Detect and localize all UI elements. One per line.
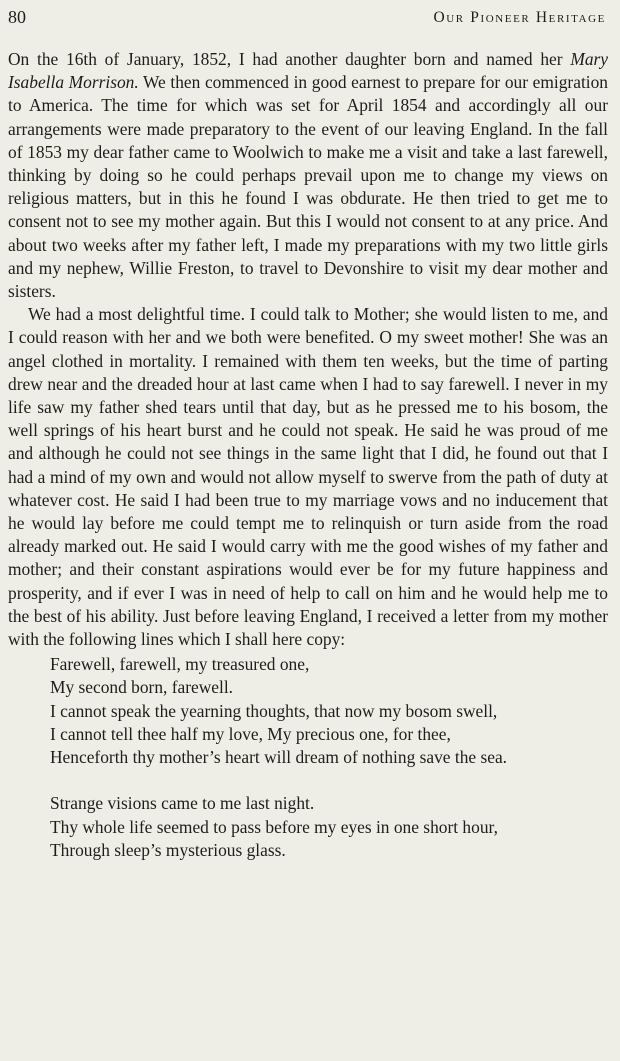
poem-line: Thy whole life seemed to pass before my eyes in one short hour, (50, 816, 498, 837)
poem-line: Strange visions came to me last night. (50, 793, 315, 814)
paragraph-1 (8, 48, 608, 303)
poem-line: I cannot tell thee half my love, My precious one, for thee, (50, 723, 451, 744)
stanza-break (8, 769, 608, 792)
body-text (8, 48, 608, 862)
poem-line: I cannot speak the yearning thoughts, that now my bosom swell, (50, 700, 498, 721)
poem-line: Through sleep’s mysterious glass. (50, 839, 286, 860)
poem-line: Farewell, farewell, my treasured one, (50, 654, 310, 675)
poem-line: Henceforth thy mother’s heart will dream of nothing save the sea. (50, 747, 508, 768)
daughter-name: Mary Isabella Morrison. (8, 49, 608, 93)
running-head: Our Pioneer Heritage (433, 9, 606, 26)
paragraph-1-rest: We then commenced in good earnest to prepare for our emigration to America. The time for which was set for April 1854 and accordingly all our arrangements were made preparatory to the event of our leaving England. In the fall of 1853 my dear father came to Woolwich to make me a visit and take a last farewell, thinking by doing so he could perhaps prevail upon me to change my views on religious matters, but in this he found I was obdurate. He then tried to get me to consent not to see my mother again. But this I would not consent to at any price. And about two weeks after my father left, I made my preparations with my two little girls and my nephew, Willie Freston, to travel to Devonshire to visit my dear mother and sisters. (8, 72, 608, 302)
paragraph-2: We had a most delightful time. I could talk to Mother; she would listen to me, and I could reason with her and we both were benefited. O my sweet mother! She was an angel clothed in mortality. I remained with them ten weeks, but the time of parting drew near and the dreaded hour at last came when I had to say farewell. I never in my life saw my father shed tears until that day, but as he pressed me to his bosom, the well springs of his heart burst and he could not speak. He said he was proud of me and although he could not see things in the same light that I did, he found out that I had a mind of my own and would not allow myself to swerve from the path of duty at whatever cost. He said I had been true to my marriage vows and no inducement that he would lay before me could tempt me to relinquish or turn aside from the road already marked out. He said I would carry with me the good wishes of my father and mother; and their constant aspirations would ever be for my future happiness and prosperity, and if ever I was in need of help to call on him and he would help me to the best of his ability. Just before leaving England, I received a letter from my mother with the following lines which I shall here copy: (8, 304, 608, 650)
poem (8, 653, 608, 862)
paragraph-1-start: On the 16th of January, 1852, I had another daughter born and named her (8, 49, 571, 69)
poem-line: My second born, farewell. (50, 677, 234, 698)
page-number: 80 (8, 7, 26, 27)
